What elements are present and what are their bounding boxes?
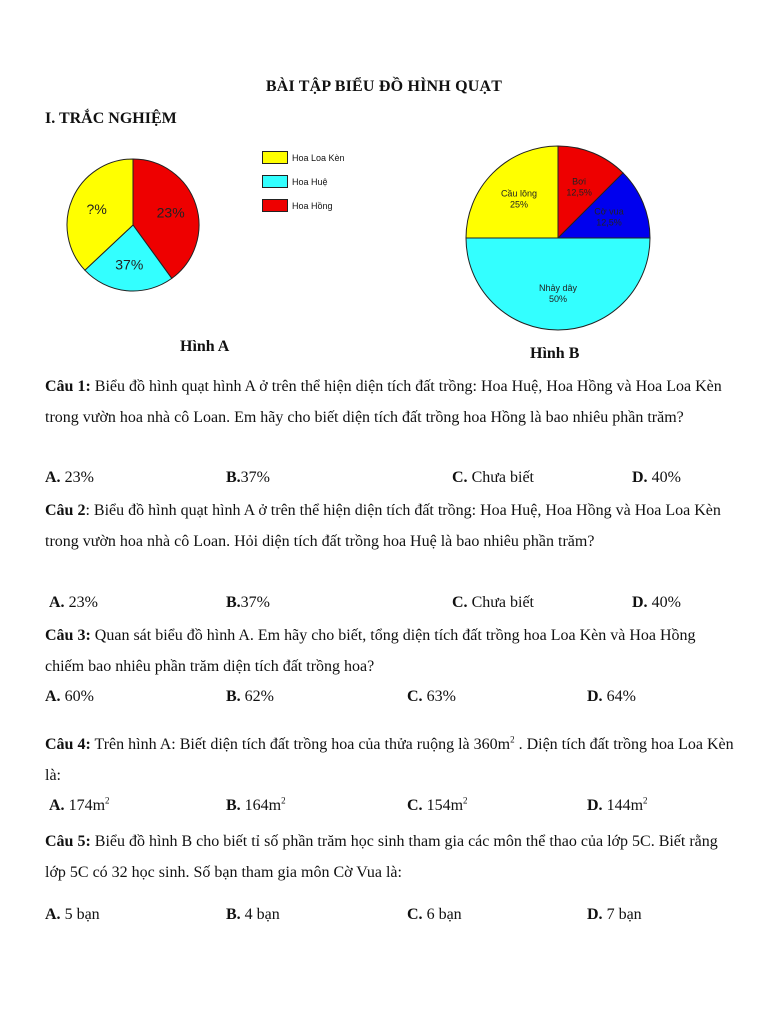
option-c[interactable]: C. $154m^2$ [407,795,468,814]
pie-slice-value-label: 12,5% [596,217,622,228]
option-d[interactable]: D. 40% [632,469,681,486]
legend-swatch-yellow [262,151,288,164]
option-a[interactable]: A. 23% [45,469,94,486]
question-text: . Diện tích đất trồng hoa Loa Kèn là: [45,736,734,784]
option-c[interactable]: C. 63% [407,688,456,705]
option-d[interactable]: D. 40% [632,594,681,611]
option-c[interactable]: C. Chưa biết [452,469,534,486]
option-d[interactable]: D. 7 bạn [587,906,642,923]
pie-slice-value-label: 50% [548,293,568,304]
option-b[interactable]: B. 4 bạn [226,906,280,923]
option-b[interactable]: B. $164m^2$ [226,795,286,814]
question-text: : Biểu đồ hình quạt hình A ở trên thể hiện diện tích đất trồng: Hoa Huệ, Hoa Hồng và Hoa Loa Kèn trong vườn hoa nhà cô Loan. Hỏi diện tích đất trồng hoa Huệ là bao nhiêu phần trăm? [45,502,721,550]
pie-slice-value-label: 25% [509,199,528,210]
question-text: Biểu đồ hình B cho biết tỉ số phần trăm học sinh tham gia các môn thể thao của lớp 5C. Biết rằng lớp 5C có 32 học sinh. Số bạn tham gia môn Cờ Vua là: [45,833,718,881]
question-label: Câu 5: [45,833,91,850]
question-text: Quan sát biểu đồ hình A. Em hãy cho biết, tổng diện tích đất trồng hoa Loa Kèn và Hoa Hồng chiếm bao nhiêu phần trăm diện tích đất trồng hoa? [45,627,696,675]
legend-swatch-cyan [262,175,288,188]
caption-chart-b: Hình B [530,345,580,362]
question-label: Câu 2 [45,502,86,519]
pie-slice-value-label: 12,5% [566,187,592,198]
pie-slice-value-label: ?% [86,201,107,218]
option-a[interactable]: A. $174m^2$ [49,795,110,814]
options-q4 [45,797,735,825]
question-text: Biểu đồ hình quạt hình A ở trên thể hiện diện tích đất trồng: Hoa Huệ, Hoa Hồng và Hoa Loa Kèn trong vườn hoa nhà cô Loan. Em hãy cho biết diện tích đất trồng hoa Hồng là bao nhiêu phần trăm? [45,378,722,426]
option-c[interactable]: C. 6 bạn [407,906,462,923]
page-title: BÀI TẬP BIỂU ĐỒ HÌNH QUẠT [265,78,503,95]
pie-slice-name-label: Cầu lông [500,188,537,199]
legend-swatch-red [262,199,288,212]
question-text: Trên hình A: Biết diện tích đất trồng hoa của thửa ruộng là [90,736,474,753]
caption-chart-a: Hình A [180,338,230,355]
question-5 [45,826,735,888]
legend-item [262,150,345,165]
legend-label: Hoa Hồng [292,200,333,211]
options-q3 [45,688,735,716]
option-b[interactable]: B.37% [226,469,270,486]
legend-label: Hoa Huệ [292,176,328,187]
pie-slice-value-label: 37% [115,256,144,273]
options-q5 [45,906,735,934]
option-d[interactable]: D. 64% [587,688,636,705]
option-d[interactable]: D. $144m^2$ [587,795,648,814]
pie-slice-name-label: Bơi [572,176,587,187]
question-label: Câu 3: [45,627,91,644]
pie-slice-value-label: 23% [156,204,185,221]
question-label: Câu 4: [45,736,91,753]
option-a[interactable]: A. 5 bạn [45,906,100,923]
question-2 [45,495,735,557]
question-label: Câu 1: [45,378,91,395]
pie-slice-name-label: Cờ vua [594,206,624,217]
section-heading: I. TRẮC NGHIỆM [45,110,177,127]
option-c[interactable]: C. Chưa biết [452,594,534,611]
pie-slice-name-label: Nhảy dây [538,282,578,293]
legend-label: Hoa Loa Kèn [292,152,345,163]
pie-chart-b [465,145,651,331]
legend-chart-a [262,150,345,222]
question-4 [45,729,735,791]
legend-item [262,198,345,213]
options-q1 [45,469,735,497]
option-a[interactable]: A. 23% [49,594,98,611]
pie-chart-a [66,158,200,292]
area-value: 360m [473,736,511,753]
option-b[interactable]: B.37% [226,594,270,611]
question-1 [45,371,735,433]
option-a[interactable]: A. 60% [45,688,94,705]
option-b[interactable]: B. 62% [226,688,274,705]
area-exponent: 2 [510,734,515,745]
legend-item [262,174,345,189]
question-3 [45,620,735,682]
options-q2 [45,594,735,622]
